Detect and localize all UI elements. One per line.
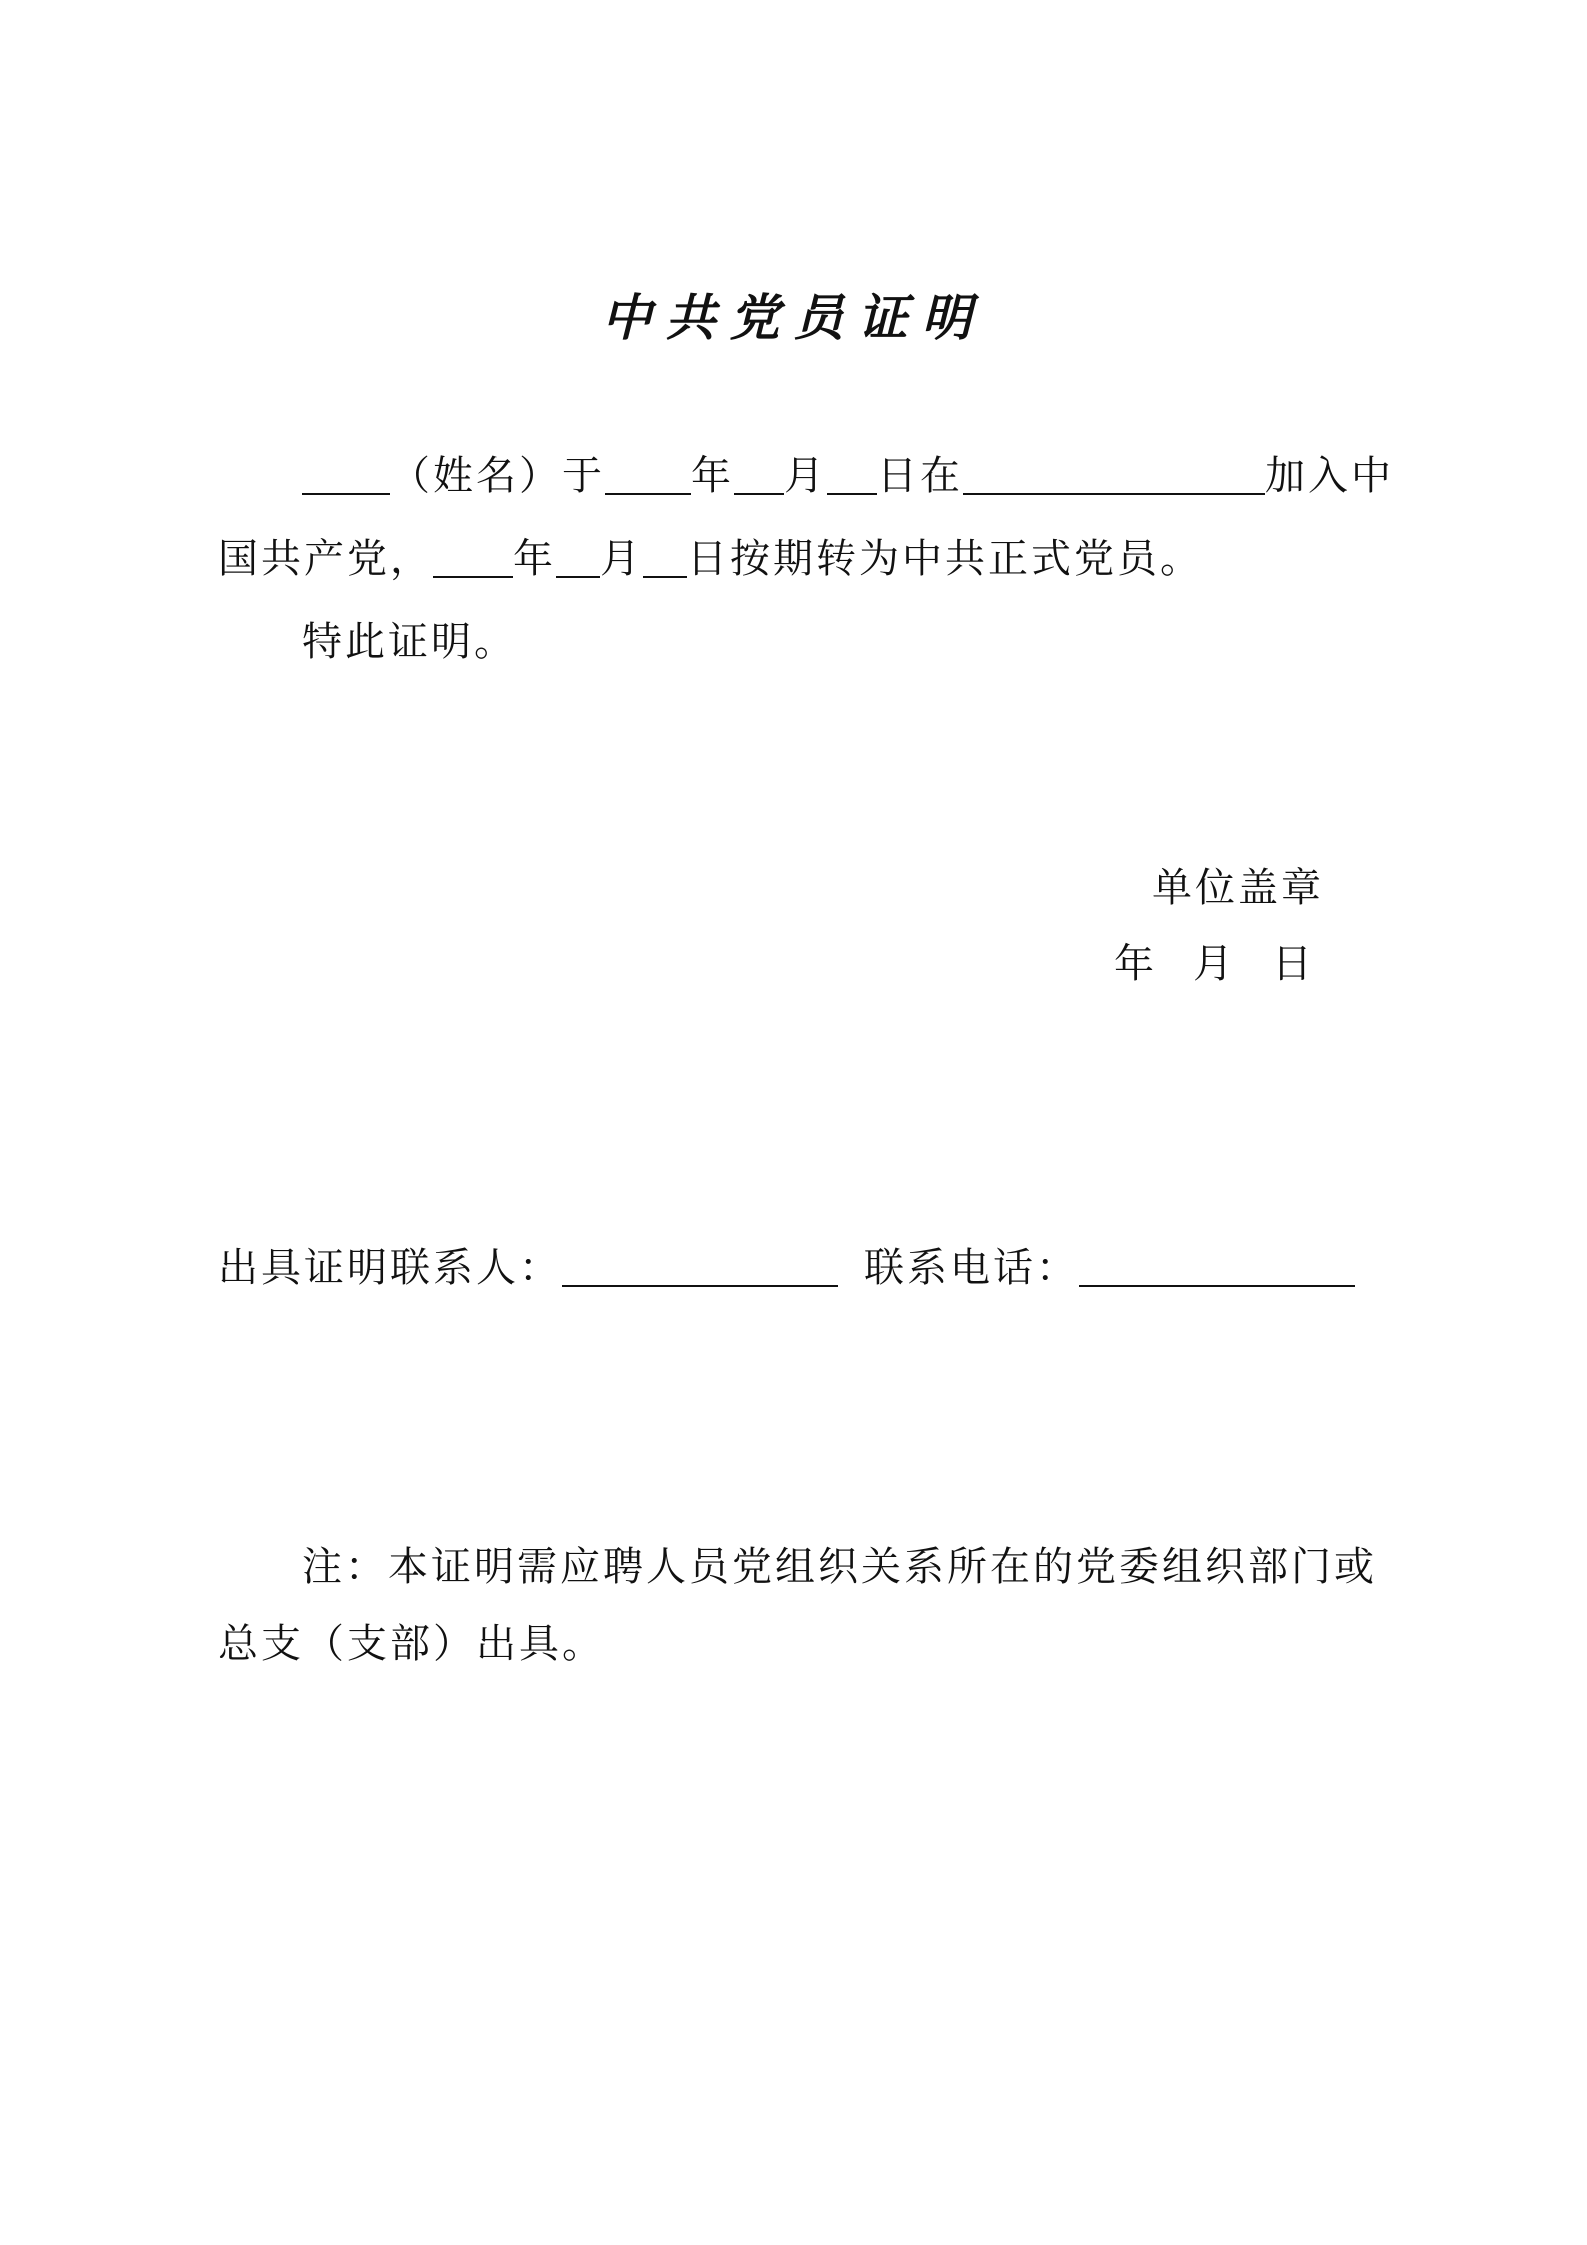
join-day-blank[interactable] [827, 457, 877, 495]
certify-text: 特此证明。 [302, 619, 517, 665]
join-label: 加入中 [1265, 453, 1394, 499]
unit-stamp-label: 单位盖章 [1152, 865, 1324, 911]
join-month-blank[interactable] [734, 457, 784, 495]
contact-phone-blank[interactable] [1079, 1249, 1355, 1287]
contact-phone-label: 联系电话： [864, 1245, 1079, 1291]
day-at-label: 日在 [877, 453, 963, 499]
join-year-blank[interactable] [605, 457, 691, 495]
paragraph-line-2 [218, 527, 1378, 584]
year2-label: 年 [513, 536, 556, 582]
date-month-label: 月 [1193, 941, 1236, 987]
contact-person-label: 出具证明联系人： [218, 1245, 562, 1291]
join-place-blank[interactable] [963, 457, 1265, 495]
line2-start: 国共产党， [218, 536, 433, 582]
line2-end: 日按期转为中共正式党员。 [687, 536, 1203, 582]
stamp-date [1114, 932, 1315, 989]
contact-person-blank[interactable] [562, 1249, 838, 1287]
name-label: （姓名）于 [390, 453, 605, 499]
document-title: 中共党员证明 [601, 288, 986, 347]
date-day-label: 日 [1272, 941, 1315, 987]
year-label: 年 [691, 453, 734, 499]
month-label: 月 [784, 453, 827, 499]
formal-month-blank[interactable] [556, 540, 600, 578]
name-blank[interactable] [302, 457, 390, 495]
note-line-2: 总支（支部）出具。 [218, 1621, 605, 1667]
formal-year-blank[interactable] [433, 540, 513, 578]
contact-line [218, 1236, 1418, 1293]
date-year-label: 年 [1114, 941, 1157, 987]
month2-label: 月 [600, 536, 643, 582]
formal-day-blank[interactable] [643, 540, 687, 578]
note-line-1: 注：本证明需应聘人员党组织关系所在的党委组织部门或 [302, 1544, 1377, 1590]
paragraph-line-1 [302, 444, 1462, 501]
